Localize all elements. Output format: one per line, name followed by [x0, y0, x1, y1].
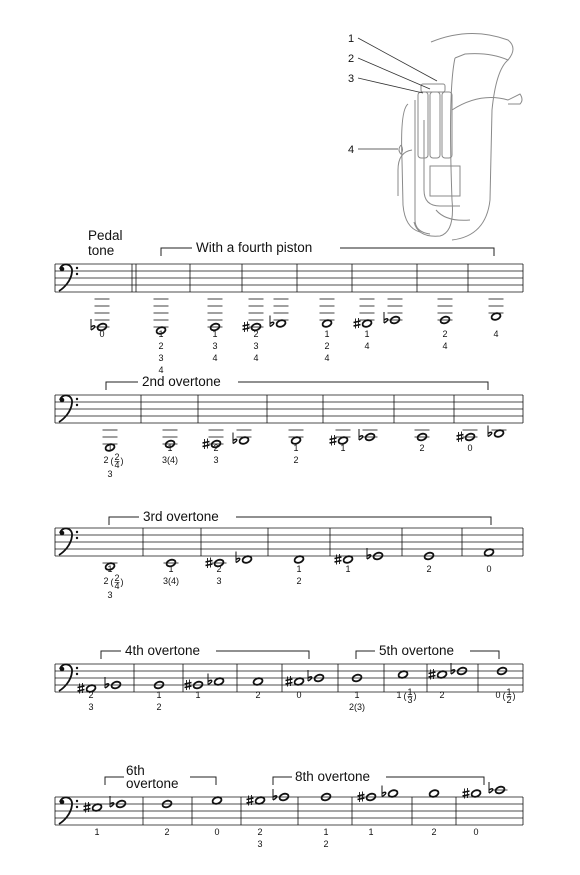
bass-clef-dot [76, 806, 78, 808]
fingering-number: 1 [107, 564, 113, 574]
note [415, 430, 430, 453]
fingering-number: 4 [212, 353, 218, 363]
note [424, 552, 435, 574]
heading-fourth-piston: With a fourth piston [196, 240, 313, 255]
fingering [214, 827, 219, 837]
callout-leader-1 [358, 38, 437, 81]
fingering-number: 3 [107, 469, 113, 479]
note [233, 430, 252, 445]
flat-icon [105, 677, 109, 688]
note [294, 555, 305, 586]
heading-5th-overtone: 5th overtone [379, 643, 455, 658]
heading-6th-overtone-line1: 6th [126, 763, 145, 778]
staff-4 [55, 663, 523, 712]
note [247, 795, 266, 849]
fingering [349, 690, 365, 712]
note [103, 430, 124, 479]
fingering-number: 2 [88, 690, 94, 700]
staff-1 [55, 264, 523, 375]
fingering [467, 443, 472, 453]
fingering-number: 1 [293, 443, 299, 453]
fingering [426, 564, 431, 574]
note [243, 299, 264, 363]
fingering [257, 827, 262, 849]
fingering-number: 3 [257, 839, 263, 849]
flat-icon [236, 552, 240, 563]
fingering-paren: ( [502, 691, 506, 701]
fingering-number: 1 [94, 827, 100, 837]
flat-icon [382, 786, 386, 797]
heading-3rd-overtone: 3rd overtone [143, 509, 219, 524]
fingering [212, 329, 217, 363]
note [110, 796, 126, 808]
note [382, 786, 398, 798]
fingering-number: 4 [324, 353, 330, 363]
fingering-number: 1 [158, 329, 164, 339]
fingering [164, 827, 169, 837]
fingering-number: 2 [213, 443, 219, 453]
flat-icon [488, 426, 492, 437]
flat-icon [270, 316, 274, 327]
fingering-number: 2 [442, 329, 448, 339]
fingering [255, 690, 260, 700]
flat-icon [384, 312, 388, 323]
note [236, 552, 252, 564]
fingering-number: 1 [107, 443, 113, 453]
note [273, 789, 289, 801]
fingering [364, 329, 369, 351]
sharp-icon [335, 554, 342, 565]
note [253, 677, 264, 700]
fingering-number: 0 [486, 564, 492, 574]
fingering-number: 0 [296, 690, 302, 700]
note [349, 674, 365, 712]
fingering-alt-bottom: 3 [407, 695, 413, 705]
fingering-number: 2 [164, 827, 170, 837]
sharp-icon [354, 318, 361, 329]
fingering [493, 329, 498, 339]
fingering-number: 2(3) [348, 702, 366, 712]
note [154, 299, 169, 375]
fingering-paren: ( [110, 456, 114, 466]
sharp-icon [206, 558, 213, 569]
bass-clef-dot [76, 404, 78, 406]
fingering [253, 329, 258, 363]
staff-2 [55, 395, 523, 479]
fingering-paren: ( [110, 577, 114, 587]
note [286, 676, 305, 700]
flat-icon [489, 782, 493, 793]
staves [55, 264, 523, 849]
fingering [324, 329, 329, 363]
fingering [495, 687, 515, 705]
fingering-number: 1 [156, 690, 162, 700]
fingering-number: 1 [167, 443, 173, 453]
note [451, 663, 467, 675]
fingering-paren: ( [403, 691, 407, 701]
note [367, 548, 383, 560]
fingering [419, 443, 424, 453]
heading-2nd-overtone: 2nd overtone [142, 374, 221, 389]
note [384, 299, 403, 324]
callout-label-3: 3 [348, 73, 355, 85]
fingering [216, 564, 221, 586]
note [429, 669, 448, 700]
fingering-number: 2 [158, 341, 164, 351]
bass-clef-dot [60, 667, 65, 672]
note [438, 299, 453, 351]
note [396, 670, 416, 705]
note [354, 299, 375, 351]
heading-pedal-tone-line2: tone [88, 243, 115, 258]
note [335, 554, 354, 574]
fingering-number: 0 [214, 827, 220, 837]
note [163, 559, 179, 586]
callout-leader-3 [358, 78, 423, 93]
fingering-number: 2 [323, 839, 329, 849]
note [289, 430, 304, 465]
fingering [323, 827, 328, 849]
fingering-paren: ) [413, 691, 417, 701]
fingering-number: 3 [212, 341, 218, 351]
fingering-number: 3(4) [161, 455, 179, 465]
note [105, 677, 121, 689]
note [84, 802, 103, 837]
fingering-number: 0 [467, 443, 473, 453]
staff-5 [55, 782, 523, 849]
fingering-number: 3 [88, 702, 94, 712]
note [208, 299, 223, 363]
fingering-number: 1 [340, 443, 346, 453]
fingering-number: 2 [426, 564, 432, 574]
fingering-number: 2 [216, 564, 222, 574]
fingering-alt-top: 1 [506, 687, 512, 697]
fingering-number: 1 [354, 690, 360, 700]
fingering-number: 1 [323, 827, 329, 837]
note [203, 430, 224, 465]
sharp-icon [330, 435, 337, 446]
fingering-number: 3 [107, 590, 113, 600]
fingering-number: 1 [368, 827, 374, 837]
note [359, 429, 378, 441]
fingering [213, 443, 218, 465]
fingering-alt-top: 2 [114, 573, 120, 583]
fingering-number: 1 [364, 329, 370, 339]
fingering-alt-top: 2 [114, 452, 120, 462]
fingering [340, 443, 345, 453]
flat-icon [110, 796, 114, 807]
fingering [439, 690, 444, 700]
tuba-icon [398, 33, 522, 240]
bass-clef-dot [76, 673, 78, 675]
bass-clef-dot [76, 537, 78, 539]
note [330, 430, 351, 453]
fingering-number: 2 [156, 702, 162, 712]
note [489, 782, 508, 794]
note [484, 548, 495, 574]
note [208, 674, 224, 686]
fingering-number: 0 [473, 827, 479, 837]
fingering-number: 2 [296, 576, 302, 586]
note [212, 796, 223, 837]
fingering-number: 2 [103, 576, 109, 586]
fingering-number: 4 [493, 329, 499, 339]
callout-label-1: 1 [348, 33, 355, 45]
fingering-number: 1 [396, 690, 402, 700]
section-headings [88, 228, 454, 791]
fingering [296, 690, 301, 700]
fingering-paren: ) [120, 456, 124, 466]
fingering-alt-bottom: 2 [506, 695, 512, 705]
fingering-number: 3 [216, 576, 222, 586]
flat-icon [308, 670, 312, 681]
fingering [88, 690, 93, 712]
note [495, 667, 515, 705]
note [78, 683, 97, 712]
fingering [431, 827, 436, 837]
fingering-number: 4 [158, 365, 164, 375]
fingering [195, 690, 200, 700]
fingering [296, 564, 301, 586]
fingering-number: 3 [213, 455, 219, 465]
fingering-number: 1 [345, 564, 351, 574]
bass-clef-dot [60, 267, 65, 272]
fingering-number: 1 [195, 690, 201, 700]
fingering-paren: ) [512, 691, 516, 701]
fingering-number: 2 [419, 443, 425, 453]
fingering [94, 827, 99, 837]
note [457, 430, 478, 453]
bass-clef-dot [76, 667, 78, 669]
fingering [486, 564, 491, 574]
fingering-number: 0 [99, 329, 105, 339]
note [429, 789, 440, 837]
fingering-number: 3(4) [162, 576, 180, 586]
fingering-number: 2 [293, 455, 299, 465]
callout-label-2: 2 [348, 53, 355, 65]
bass-clef-dot [76, 800, 78, 802]
note [162, 430, 178, 465]
callout-label-4: 4 [348, 144, 355, 156]
bass-clef-dot [76, 267, 78, 269]
staff-3 [55, 528, 523, 600]
fingering-number: 4 [442, 341, 448, 351]
note [488, 426, 507, 438]
note [463, 788, 482, 837]
bass-clef-dot [60, 398, 65, 403]
flat-icon [91, 319, 95, 330]
fingering-alt-top: 1 [407, 687, 413, 697]
note [185, 680, 204, 701]
flat-icon [208, 674, 212, 685]
note [320, 299, 335, 363]
fingering [368, 827, 373, 837]
callout-leader-2 [358, 58, 430, 89]
fingering-alt-bottom: 4 [114, 581, 120, 591]
fingering-number: 1 [324, 329, 330, 339]
fingering-number: 2 [253, 329, 259, 339]
fingering [293, 443, 298, 465]
fingering [473, 827, 478, 837]
flat-icon [233, 433, 237, 444]
bass-clef-dot [76, 273, 78, 275]
fingering [156, 690, 161, 712]
bass-clef-dot [76, 398, 78, 400]
heading-pedal-tone-line1: Pedal [88, 228, 123, 243]
note [358, 792, 377, 838]
fingering-alt-bottom: 4 [114, 460, 120, 470]
bass-clef-dot [60, 531, 65, 536]
flat-icon [451, 663, 455, 674]
fingering-number: 0 [495, 690, 501, 700]
sharp-icon [203, 439, 210, 450]
fingering [345, 564, 350, 574]
fingering-paren: ) [120, 577, 124, 587]
fingering-number: 4 [364, 341, 370, 351]
fingering-number: 3 [253, 341, 259, 351]
heading-6th-overtone-line2: overtone [126, 776, 179, 791]
fingering-number: 3 [158, 353, 164, 363]
note [91, 299, 110, 339]
fingering [99, 329, 104, 339]
heading-8th-overtone: 8th overtone [295, 769, 371, 784]
note [321, 793, 332, 849]
note [103, 562, 124, 600]
bass-clef-dot [76, 531, 78, 533]
fingering-number: 2 [255, 690, 261, 700]
fingering [396, 687, 416, 705]
fingering-number: 2 [257, 827, 263, 837]
fingering-number: 2 [103, 455, 109, 465]
fingering-number: 1 [212, 329, 218, 339]
note [270, 299, 289, 328]
fingering-number: 1 [168, 564, 174, 574]
flat-icon [273, 789, 277, 800]
fingering-number: 1 [296, 564, 302, 574]
fingering-number: 4 [253, 353, 259, 363]
fingering [158, 329, 163, 375]
fingering [442, 329, 447, 351]
heading-4th-overtone: 4th overtone [125, 643, 201, 658]
bass-clef-dot [60, 800, 65, 805]
flat-icon [367, 548, 371, 559]
fingering-number: 2 [324, 341, 330, 351]
note [308, 670, 324, 682]
sharp-icon [243, 322, 250, 333]
fingering [162, 443, 178, 465]
note [206, 558, 227, 587]
flat-icon [359, 429, 363, 440]
fingering [163, 564, 179, 586]
fingering-number: 2 [439, 690, 445, 700]
note [489, 299, 504, 339]
sharp-icon [457, 432, 464, 443]
fingering-number: 2 [431, 827, 437, 837]
